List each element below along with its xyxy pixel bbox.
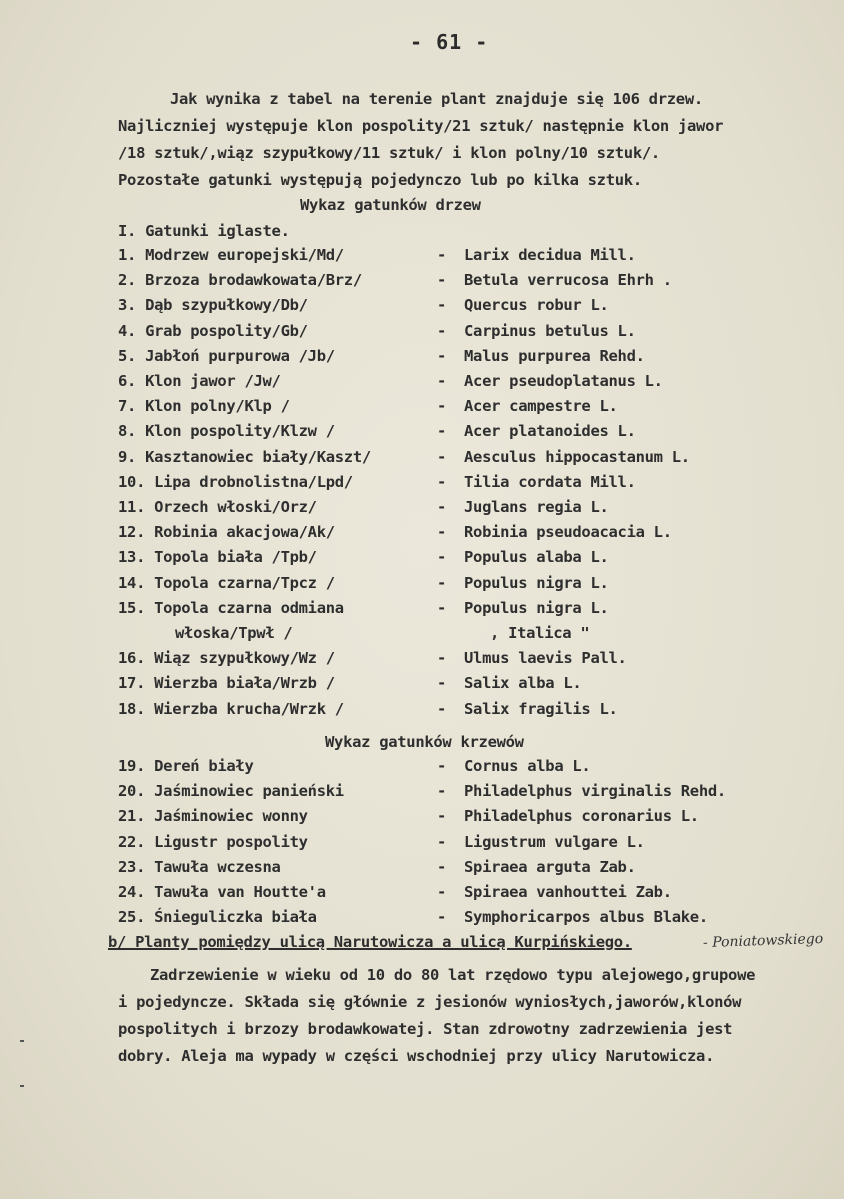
section-b-heading: b/ Planty pomiędzy ulicą Narutowicza a ulicą Kurpińskiego. [108,933,632,951]
list-item-latin-name: Tilia cordata Mill. [464,472,636,491]
list-item-name: 13. Topola biała /Tpb/ [118,548,317,567]
list-item-latin-name: Philadelphus coronarius L. [464,807,699,826]
list-item-name: 22. Ligustr pospolity [118,832,308,851]
list-item-name: 16. Wiąz szypułkowy/Wz / [118,649,335,668]
list-item-latin-name: Quercus robur L. [464,296,609,315]
list-item-dash: - [437,372,447,390]
list-item-name: 25. Śnieguliczka biała [118,908,317,927]
list-item-dash: - [437,573,447,592]
list-item-latin-name: Robinia pseudoacacia L. [464,523,672,542]
margin-mark [20,1040,24,1042]
handwritten-note: - Poniatowskiego [702,930,824,952]
section-b-line-2: i pojedyncze. Składa się głównie z jesionów wyniosłych,jaworów,klonów [118,993,742,1011]
list-item-latin-name: Ligustrum vulgare L. [464,832,645,851]
list-item-name: 5. Jabłoń purpurowa /Jb/ [118,346,335,365]
list-item-name: 6. Klon jawor /Jw/ [118,372,281,390]
list-item-latin-name: Cornus alba L. [464,757,591,775]
list-item-dash: - [437,548,447,567]
list-item-latin-name: Populus nigra L. [464,598,609,617]
list-item-name: 2. Brzoza brodawkowata/Brz/ [118,271,362,290]
list-item-latin-name: , Italica " [490,624,590,642]
section-b-line-1: Zadrzewienie w wieku od 10 do 80 lat rzędowo typu alejowego,grupowe [150,966,756,984]
list-item-name: 9. Kasztanowiec biały/Kaszt/ [118,447,371,466]
list-item-latin-name: Acer pseudoplatanus L. [464,372,663,390]
list-item-name: 15. Topola czarna odmiana [118,598,344,617]
list-item-name: 7. Klon polny/Klp / [118,397,290,416]
list-item-latin-name: Acer platanoides L. [464,422,636,441]
list-item-latin-name: Spiraea arguta Zab. [464,857,636,876]
list-item-latin-name: Carpinus betulus L. [464,321,636,340]
section-b-line-4: dobry. Aleja ma wypady w części wschodniej przy ulicy Narutowicza. [118,1047,715,1065]
list-item-dash: - [437,498,447,516]
list-item-name: 24. Tawuła van Houtte'a [118,883,326,901]
list-item-dash: - [437,422,447,441]
list-item-latin-name: Populus alaba L. [464,548,609,567]
intro-line-3: /18 sztuk/,wiąz szypułkowy/11 sztuk/ i klon polny/10 sztuk/. [118,144,660,162]
conifers-heading: I. Gatunki iglaste. [118,222,290,240]
list-item-latin-name: Salix fragilis L. [464,699,618,718]
page-number: - 61 - [410,30,489,54]
list-item-dash: - [437,782,447,801]
list-item-latin-name: Malus purpurea Rehd. [464,346,645,365]
list-item-latin-name: Philadelphus virginalis Rehd. [464,782,726,801]
shrubs-heading: Wykaz gatunków krzewów [325,733,524,751]
list-item-name: 3. Dąb szypułkowy/Db/ [118,296,308,315]
list-item-latin-name: Juglans regia L. [464,498,609,516]
list-item-latin-name: Spiraea vanhouttei Zab. [464,883,672,901]
list-item-name: 18. Wierzba krucha/Wrzk / [118,699,344,718]
list-item-name: włoska/Tpwł / [175,624,293,642]
list-item-dash: - [437,832,447,851]
list-item-dash: - [437,598,447,617]
list-item-dash: - [437,857,447,876]
list-item-dash: - [437,757,447,775]
list-item-dash: - [437,674,447,693]
intro-line-4: Pozostałe gatunki występują pojedynczo lub po kilka sztuk. [118,171,642,189]
list-item-dash: - [437,296,447,315]
section-b-line-3: pospolitych i brzozy brodawkowatej. Stan zdrowotny zadrzewienia jest [118,1020,733,1038]
list-item-dash: - [437,447,447,466]
list-item-dash: - [437,699,447,718]
list-item-dash: - [437,472,447,491]
list-item-name: 20. Jaśminowiec panieński [118,782,344,801]
list-item-latin-name: Larix decidua Mill. [464,246,636,264]
list-item-dash: - [437,523,447,542]
list-item-latin-name: Betula verrucosa Ehrh . [464,271,672,290]
margin-mark [20,1085,24,1087]
list-item-latin-name: Populus nigra L. [464,573,609,592]
list-item-dash: - [437,883,447,901]
intro-line-1: Jak wynika z tabel na terenie plant znajduje się 106 drzew. [170,90,703,108]
list-item-latin-name: Acer campestre L. [464,397,618,416]
trees-heading: Wykaz gatunków drzew [300,196,481,214]
list-item-dash: - [437,321,447,340]
list-item-name: 10. Lipa drobnolistna/Lpd/ [118,472,353,491]
list-item-dash: - [437,807,447,826]
list-item-name: 11. Orzech włoski/Orz/ [118,498,317,516]
list-item-name: 4. Grab pospolity/Gb/ [118,321,308,340]
list-item-latin-name: Salix alba L. [464,674,582,693]
list-item-latin-name: Aesculus hippocastanum L. [464,447,690,466]
list-item-dash: - [437,246,447,264]
list-item-name: 21. Jaśminowiec wonny [118,807,308,826]
intro-line-2: Najliczniej występuje klon pospolity/21 sztuk/ następnie klon jawor [118,117,724,135]
list-item-dash: - [437,271,447,290]
list-item-name: 1. Modrzew europejski/Md/ [118,246,344,264]
list-item-dash: - [437,649,447,668]
list-item-name: 8. Klon pospolity/Klzw / [118,422,335,441]
list-item-name: 12. Robinia akacjowa/Ak/ [118,523,335,542]
list-item-name: 23. Tawuła wczesna [118,857,281,876]
list-item-name: 19. Dereń biały [118,757,254,775]
list-item-latin-name: Symphoricarpos albus Blake. [464,908,708,927]
list-item-name: 17. Wierzba biała/Wrzb / [118,674,335,693]
list-item-dash: - [437,346,447,365]
list-item-dash: - [437,908,447,927]
list-item-dash: - [437,397,447,416]
list-item-name: 14. Topola czarna/Tpcz / [118,573,335,592]
list-item-latin-name: Ulmus laevis Pall. [464,649,627,668]
